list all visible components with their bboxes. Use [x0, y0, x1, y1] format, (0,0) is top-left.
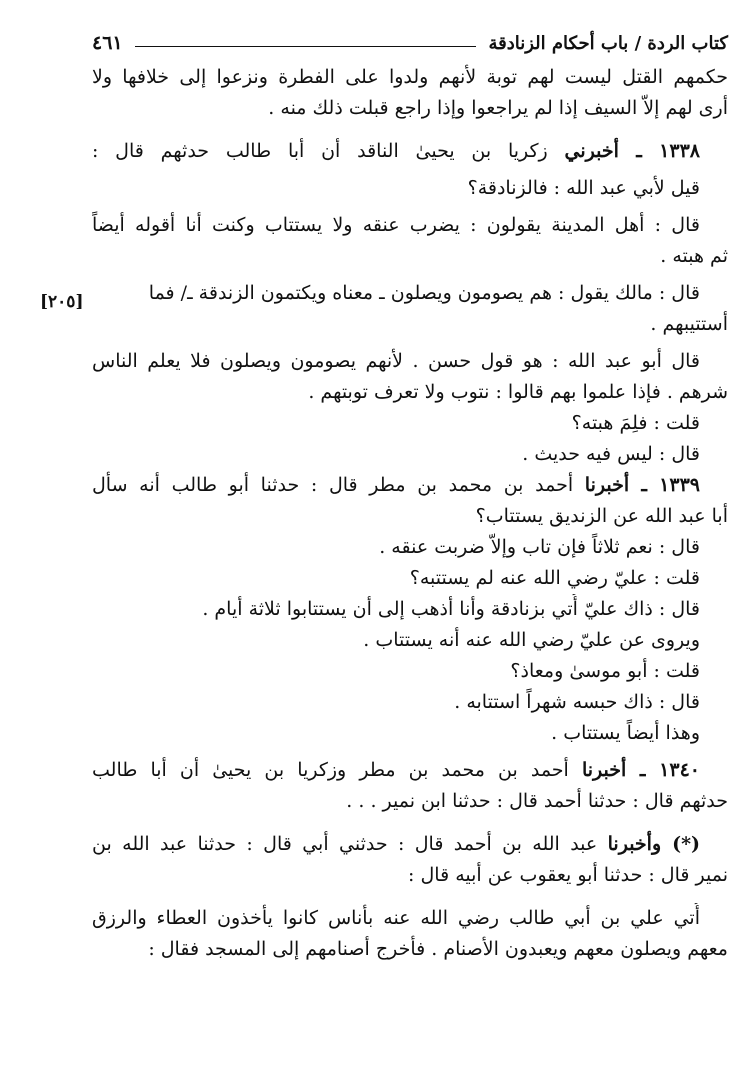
star-label: (*) وأخبرنا — [607, 833, 701, 855]
header-rule — [135, 46, 477, 47]
text-line: قال : ذاك عليّ أُتي بزنادقة وأنا أذهب إلى أن يستتابوا ثلاثة أيام . — [202, 598, 700, 620]
text-line: أرى لهم إلاّ السيف إذا لم يراجعوا وإذا راجع قبلت ذلك منه . — [268, 97, 728, 119]
text-line: قيل لأبي عبد الله : فالزنادقة؟ — [467, 177, 700, 199]
text-line: شرهم . فإذا علموا بهم قالوا : نتوب ولا تعرف توبتهم . — [308, 381, 728, 403]
text-line: ويروى عن عليّ رضي الله عنه أنه يستتاب . — [363, 629, 700, 651]
entry-number: ١٣٣٩ ـ أخبرنا — [584, 474, 700, 496]
text-line: قلت : عليّ رضي الله عنه لم يستتبه؟ — [409, 567, 700, 589]
margin-page-ref: [٢٠٥] — [40, 292, 84, 312]
header-title: كتاب الردة / باب أحكام الزنادقة — [488, 33, 728, 54]
page-body — [92, 62, 728, 965]
text-line: حكمهم القتل ليست لهم توبة لأنهم ولدوا على الفطرة ونزعوا إلى خلافها ولا — [92, 66, 728, 88]
text-line: قال : نعم ثلاثاً فإن تاب وإلاّ ضربت عنقه . — [379, 536, 700, 558]
text-span: عبد الله بن أحمد قال : حدثني أبي قال : حدثنا عبد الله بن — [92, 833, 598, 855]
text-line: أستتيبهم . — [650, 313, 728, 335]
text-line: أُتي علي بن أبي طالب رضي الله عنه بأناس كانوا يأخذون العطاء والرزق — [92, 907, 700, 929]
text-span: زكريا بن يحيىٰ الناقد أن أبا طالب حدثهم قال : — [92, 140, 548, 162]
entry-1339 — [92, 470, 728, 501]
text-line: قال : أهل المدينة يقولون : يضرب عنقه ولا يستتاب وكنت أنا أقوله أيضاً — [92, 214, 700, 236]
running-header — [92, 20, 728, 54]
entry-number: ١٣٣٨ ـ أخبرني — [564, 140, 700, 162]
text-line: وهذا أيضاً يستتاب . — [551, 722, 700, 744]
text-line: معهم ويصلون معهم ويعبدون الأصنام . فأخرج أصنامهم إلى المسجد فقال : — [148, 938, 728, 960]
text-line: قال أبو عبد الله : هو قول حسن . لأنهم يصومون ويصلون فلا يعلم الناس — [92, 350, 700, 372]
text-span: أحمد بن محمد بن مطر وزكريا بن يحيىٰ أن أبا طالب — [92, 759, 569, 781]
entry-number: ١٣٤٠ ـ أخبرنا — [581, 759, 700, 781]
text-line: قال : مالك يقول : هم يصومون ويصلون ـ معناه ويكتمون الزندقة ـ/ فما — [148, 282, 700, 304]
text-line: أبا عبد الله عن الزنديق يستتاب؟ — [475, 505, 728, 527]
text-line: نمير قال : حدثنا أبو يعقوب عن أبيه قال : — [408, 864, 728, 886]
text-line: ثم هبته . — [660, 245, 728, 267]
text-line: قلت : فلِمَ هبته؟ — [571, 412, 700, 434]
text-span: أحمد بن محمد بن مطر قال : حدثنا أبو طالب أنه سأل — [92, 474, 574, 496]
entry-1338 — [92, 136, 728, 167]
text-line: حدثهم قال : حدثنا أحمد قال : حدثنا ابن نمير . . . — [346, 790, 728, 812]
page-number: ٤٦١ — [92, 32, 123, 54]
text-line: قال : ليس فيه حديث . — [522, 443, 700, 465]
text-line: قلت : أبو موسىٰ ومعاذ؟ — [510, 660, 700, 682]
entry-star — [92, 829, 728, 860]
text-line: قال : ذاك حبسه شهراً استتابه . — [454, 691, 700, 713]
entry-1340 — [92, 755, 728, 786]
